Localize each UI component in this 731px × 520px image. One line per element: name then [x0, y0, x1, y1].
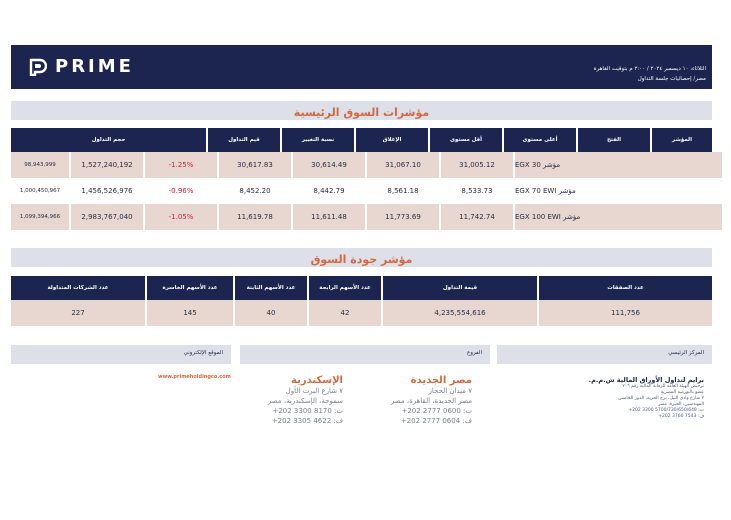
col-unchanged: عدد الأسهم الثابتة: [235, 276, 307, 300]
change-cell: -1.25%: [145, 152, 217, 178]
col-value: قيم التداول: [208, 128, 280, 152]
hq-address: ٢ شارع وادي النيل، برج الحرية، الدور الخامس: [618, 396, 704, 401]
value-cell: 2,983,767,040: [71, 204, 143, 230]
branch-alexandria: [268, 375, 343, 426]
indices-title-text: مؤشرات السوق الرئيسية: [293, 106, 430, 119]
low-cell: 30,614.49: [293, 152, 365, 178]
branch-address: ٧ شارع البرت الأول: [285, 387, 343, 395]
hq-company-name: برايم لتداول الأوراق المالية ش.م.م.: [588, 376, 704, 384]
volume-cell: 98,943,999: [11, 152, 69, 178]
value-cell: 1,527,240,192: [71, 152, 143, 178]
branch-phone: ت: 0600 2777 202+: [401, 407, 472, 415]
col-traded-value: قيمة التداول: [383, 276, 537, 300]
branch-fax: ف: 0604 2777 202+: [400, 417, 472, 425]
branch-name: الإسكندرية: [291, 375, 343, 386]
traded-companies-value: 227: [11, 300, 145, 326]
hq-city: المهندسين، الجيزة، مصر: [658, 402, 704, 407]
headquarters-info: [588, 376, 704, 420]
website-link[interactable]: www.primeholdingco.com: [158, 374, 231, 380]
col-high: أعلى مستوى: [504, 128, 576, 152]
table-row: [11, 152, 712, 178]
open-cell: 11,742.74: [441, 204, 513, 230]
low-cell: 11,611.48: [293, 204, 365, 230]
hq-membership: عضو بالبورصة المصرية: [660, 390, 704, 395]
high-cell: 11,773.69: [367, 204, 439, 230]
high-cell: 8,561.18: [367, 178, 439, 204]
col-open: الفتح: [578, 128, 650, 152]
branch-city: سموحة، الإسكندرية، مصر: [267, 397, 343, 405]
branches-bar: [240, 345, 490, 364]
volume-cell: 1,099,394,966: [11, 204, 69, 230]
col-losers: عدد الأسهم الخاسرة: [147, 276, 233, 300]
col-volume: حجم التداول: [11, 128, 206, 152]
open-cell: 8,533.73: [441, 178, 513, 204]
index-name-cell: مؤشر EGX 100 EWI: [515, 204, 722, 230]
table-row: [11, 204, 712, 230]
report-subtitle: مصر/ إحصائيات جلسة التداول: [637, 76, 706, 82]
change-cell: -1.05%: [145, 204, 217, 230]
hq-fax: ف: 7543 3760 202+: [658, 414, 704, 419]
high-cell: 31,067.10: [367, 152, 439, 178]
branch-heliopolis: [391, 375, 472, 426]
prime-logo-icon: [29, 58, 47, 76]
low-cell: 8,442.79: [293, 178, 365, 204]
quality-table: [11, 276, 712, 326]
website-label: الموقع الإلكتروني: [183, 350, 223, 356]
col-index: المؤشر: [652, 128, 712, 152]
col-trades: عدد الصفقات: [539, 276, 712, 300]
quality-section-title: [11, 248, 712, 267]
close-cell: 8,452.20: [219, 178, 291, 204]
session-date: الثلاثاء، ١٠ ديسمبر ٢٠٢٤ / ٢:٠٠ م بتوقيت القاهرة: [593, 66, 706, 72]
quality-title-text: مؤشر جودة السوق: [310, 253, 413, 266]
col-change: نسبة التغيير: [282, 128, 354, 152]
table-row: [11, 178, 712, 204]
branch-phone: ت: 8170 3300 202+: [272, 407, 343, 415]
col-gainers: عدد الأسهم الرابحة: [309, 276, 381, 300]
volume-cell: 1,000,450,967: [11, 178, 69, 204]
index-name-cell: مؤشر EGX 70 EWI: [515, 178, 722, 204]
hq-license: ترخيص الهيئة العامة للرقابة المالية رقم ٢٠٦: [622, 384, 704, 389]
value-cell: 1,456,526,976: [71, 178, 143, 204]
change-cell: -0.96%: [145, 178, 217, 204]
close-cell: 11,619.78: [219, 204, 291, 230]
close-cell: 30,617.83: [219, 152, 291, 178]
col-close: الإغلاق: [356, 128, 428, 152]
hq-phone: ت: 5700/730/650/649 3300 202+: [628, 408, 704, 413]
hq-label: المركز الرئيسي: [668, 350, 704, 356]
index-name-cell: مؤشر EGX 30: [515, 152, 722, 178]
website-bar: [11, 345, 231, 364]
branches-label: الفروع: [467, 350, 482, 356]
traded-value-value: 4,235,554,616: [383, 300, 537, 326]
branch-address: ٧ ميدان الحجاز: [428, 387, 472, 395]
hq-bar: [497, 345, 712, 364]
gainers-value: 42: [309, 300, 381, 326]
col-low: أقل مستوى: [430, 128, 502, 152]
branch-fax: ف: 4622 3305 202+: [271, 417, 343, 425]
brand-name: PRIME: [55, 56, 134, 77]
open-cell: 31,005.12: [441, 152, 513, 178]
col-traded-companies: عدد الشركات المتداولة: [11, 276, 145, 300]
losers-value: 145: [147, 300, 233, 326]
brand-logo: [29, 56, 134, 77]
report-header: [11, 45, 712, 89]
branch-city: مصر الجديدة، القاهرة، مصر: [390, 397, 472, 405]
branch-name: مصر الجديدة: [410, 375, 472, 386]
unchanged-value: 40: [235, 300, 307, 326]
indices-section-title: [11, 101, 712, 120]
trades-value: 111,756: [539, 300, 712, 326]
